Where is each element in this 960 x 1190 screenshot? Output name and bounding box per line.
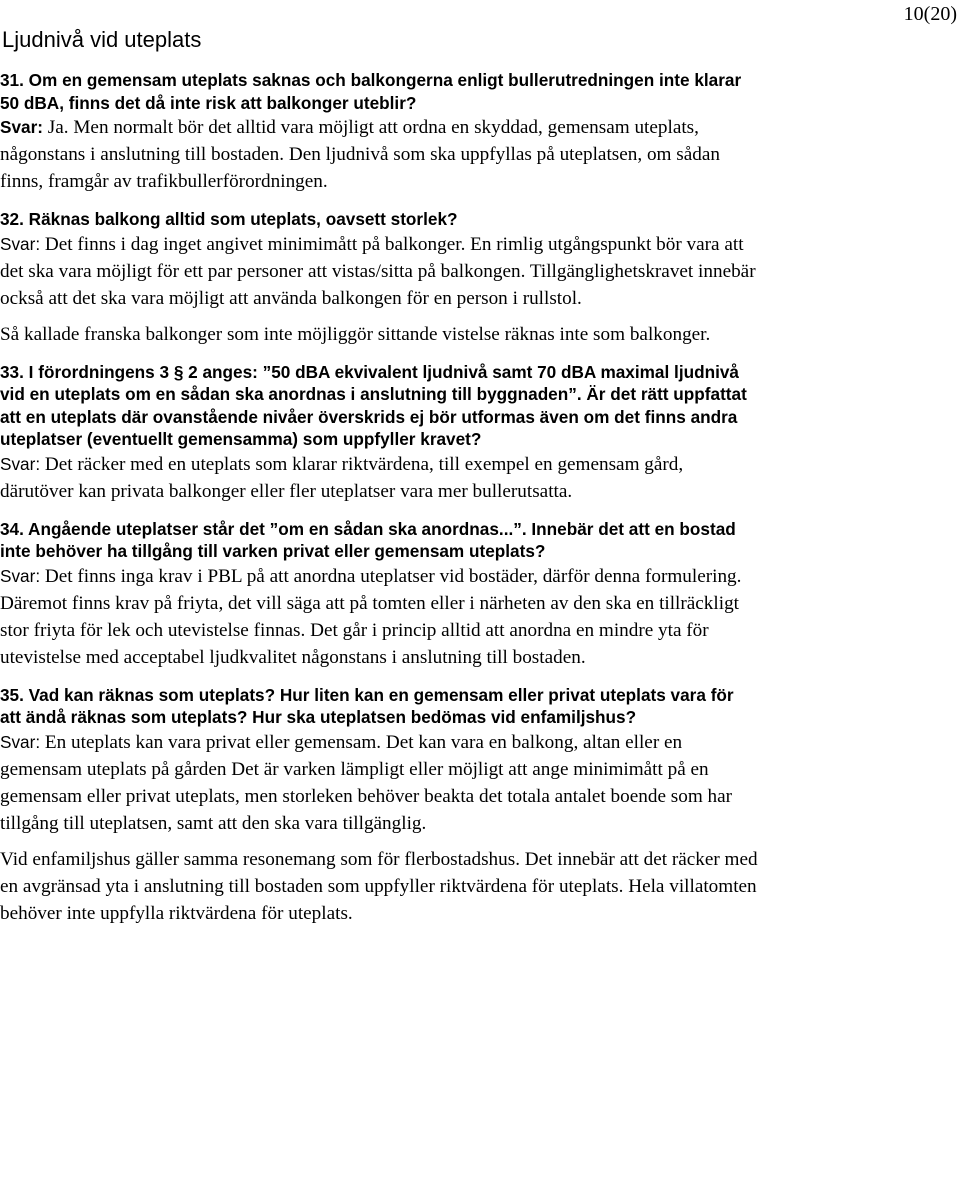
answer-text: Det räcker med en uteplats som klarar riktvärdena, till exempel en gemensam gård, därutöver kan privata balkonger eller fler uteplatser vara mer bullerutsatta. [0,453,684,502]
svar-label: Svar: [0,453,41,474]
qa-item-32 [0,208,758,348]
answer-33 [0,451,758,505]
qa-item-31 [0,69,758,195]
answer-text: En uteplats kan vara privat eller gemensam. Det kan vara en balkong, altan eller en gemensam uteplats på gården Det är varken lämpligt eller möjligt att ange minimimått på en gemensam eller privat uteplats, men storleken behöver beakta det totala antalet boende som har tillgång till uteplatsen, samt att den ska vara tillgänglig. [0,731,733,834]
question-32: 32. Räknas balkong alltid som uteplats, oavsett storlek? [0,209,458,229]
answer-34 [0,563,758,671]
answer-text: Det finns i dag inget angivet minimimått på balkonger. En rimlig utgångspunkt bör vara att det ska vara möjligt för ett par personer att vistas/sitta på balkongen. Tillgänglighetskravet innebär också att det ska vara möjligt att använda balkongen för en person i rullstol. [0,233,756,309]
question-33: 33. I förordningens 3 § 2 anges: ”50 dBA ekvivalent ljudnivå samt 70 dBA maximal ljudnivå vid en uteplats om en sådan ska anordnas i anslutning till byggnaden”. Är det rätt uppfattat att en uteplats där ovanstående nivåer överskrids ej bör utformas även om det finns andra uteplatser (eventuellt gemensamma) som uppfyller kravet? [0,361,747,449]
page-number: 10(20) [903,3,957,25]
qa-content [0,69,758,927]
question-35: 35. Vad kan räknas som uteplats? Hur liten kan en gemensam eller privat uteplats vara för att ändå räknas som uteplats? Hur ska uteplatsen bedömas vid enfamiljshus? [0,684,734,727]
qa-item-35 [0,684,758,927]
svar-label: Svar: [0,233,41,254]
page-header-title: Ljudnivå vid uteplats [2,27,202,52]
question-34: 34. Angående uteplatser står det ”om en sådan ska anordnas...”. Innebär det att en bostad inte behöver ha tillgång till varken privat eller gemensam uteplats? [0,518,736,561]
answer-35 [0,729,758,837]
answer-35-extra: Vid enfamiljshus gäller samma resonemang som för flerbostadshus. Det innebär att det räcker med en avgränsad yta i anslutning till bostaden som uppfyller riktvärdena för uteplats. Hela villatomten behöver inte uppfylla riktvärdena för uteplats. [0,848,758,924]
svar-label: Svar: [0,117,43,137]
svar-label: Svar: [0,565,41,586]
answer-text: Ja. Men normalt bör det alltid vara möjligt att ordna en skyddad, gemensam uteplats, någonstans i anslutning till bostaden. Den ljudnivå som ska uppfyllas på uteplatsen, om sådan finns, framgår av trafikbullerförordningen. [0,117,720,192]
answer-text: Det finns inga krav i PBL på att anordna uteplatser vid bostäder, därför denna formulering. Däremot finns krav på friyta, det vill säga att på tomten eller i närheten av den ska en tillräckligt stor friyta för lek och utevistelse finnas. Det går i princip alltid att anordna en mindre yta för utevistelse med acceptabel ljudkvalitet någonstans i anslutning till bostaden. [0,565,742,668]
svar-label: Svar: [0,731,41,752]
answer-32-extra: Så kallade franska balkonger som inte möjliggör sittande vistelse räknas inte som balkonger. [0,323,711,345]
qa-item-33 [0,361,758,505]
qa-item-34 [0,518,758,671]
answer-31 [0,114,758,195]
answer-32 [0,231,758,312]
question-31: 31. Om en gemensam uteplats saknas och balkongerna enligt bullerutredningen inte klarar 50 dBA, finns det då inte risk att balkonger uteblir? [0,70,742,113]
